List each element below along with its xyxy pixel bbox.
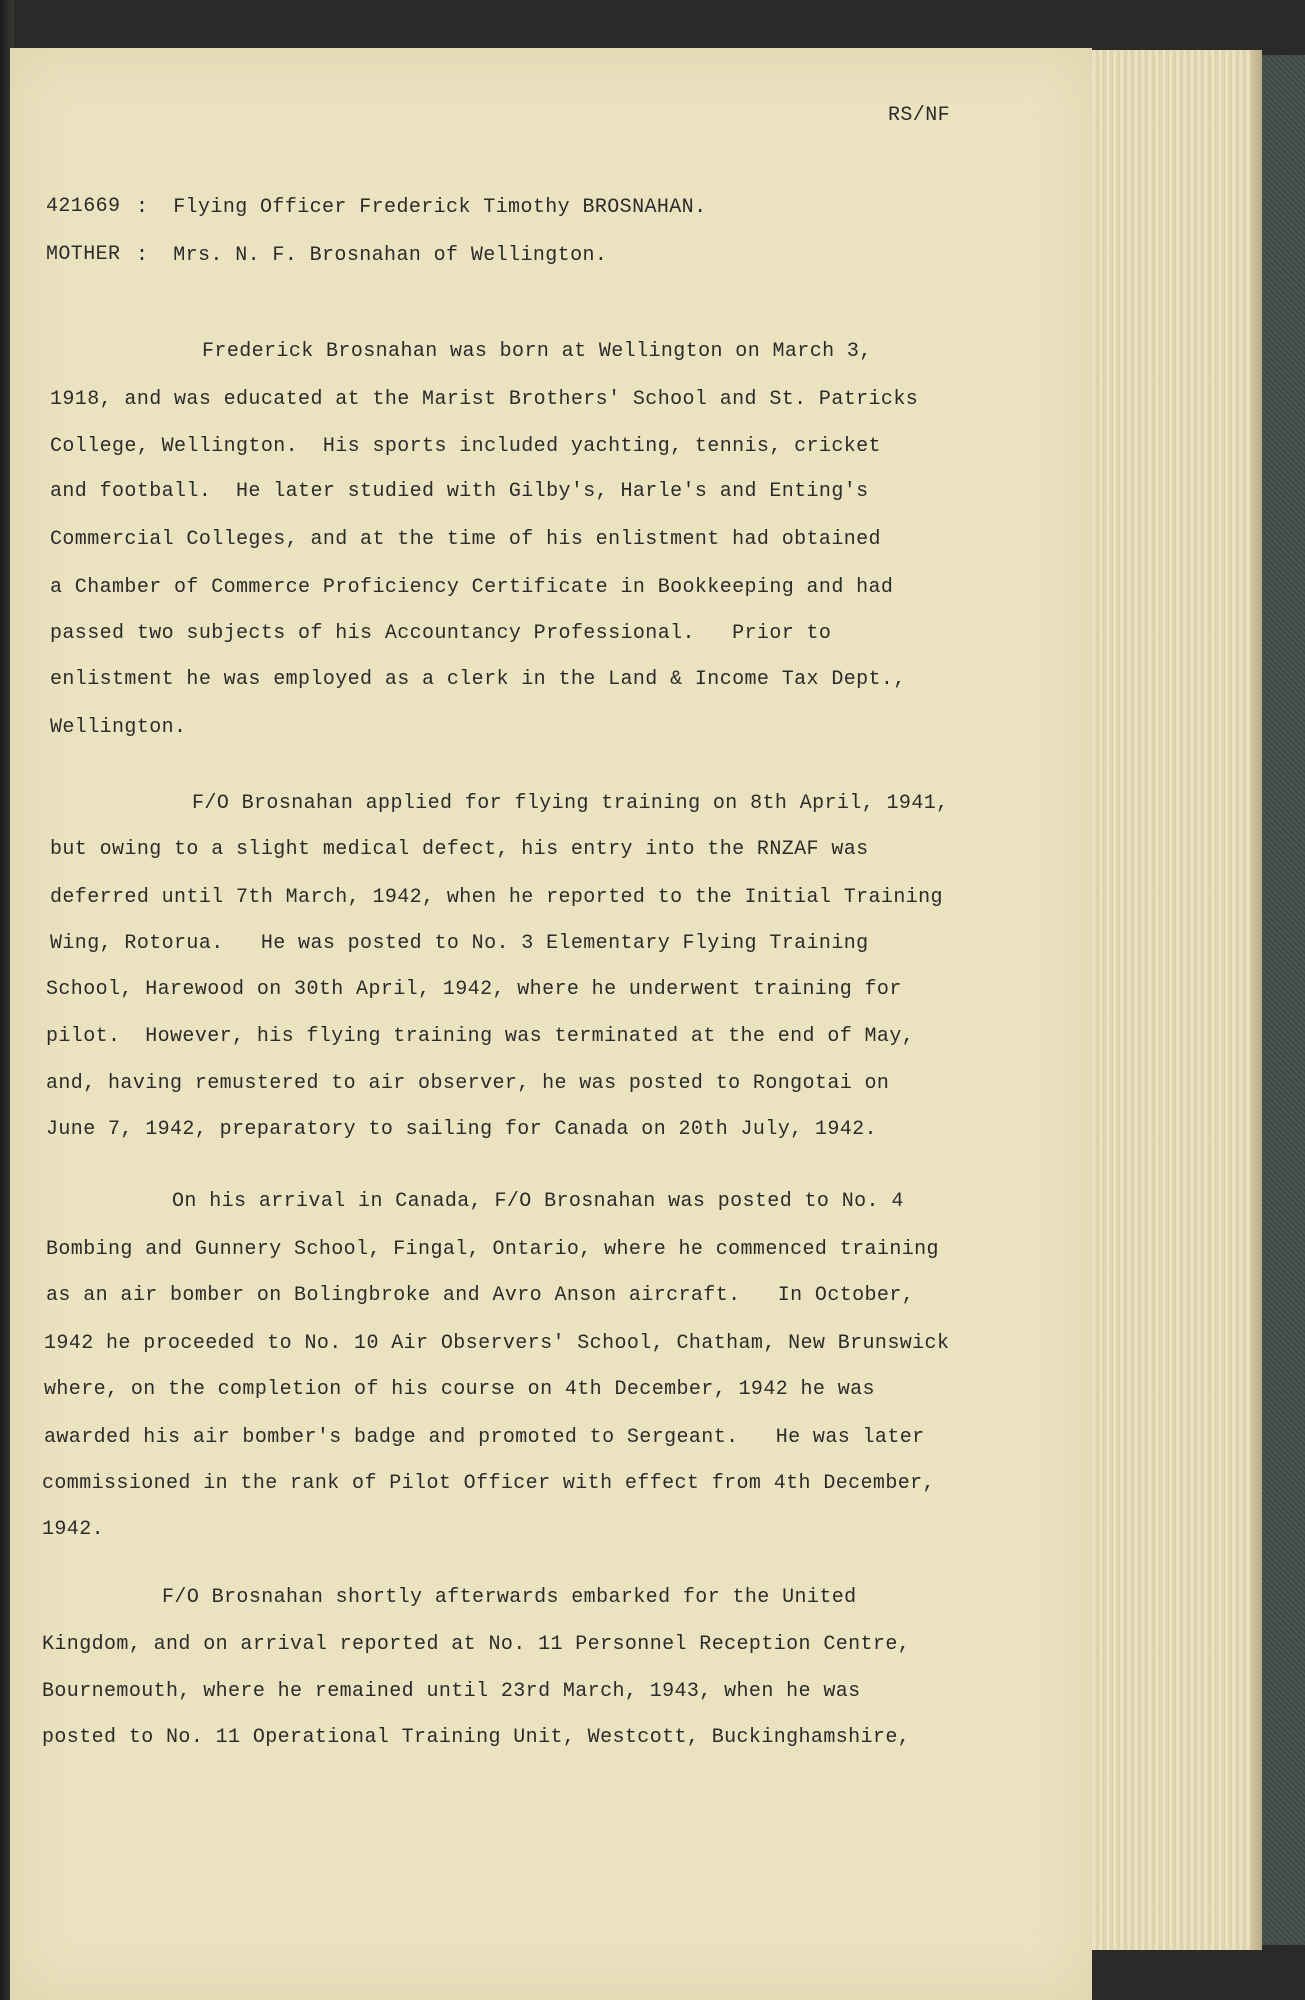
body-line: Kingdom, and on arrival reported at No. 11 Personnel Reception Centre, — [42, 1633, 911, 1656]
book-page-edges — [1092, 50, 1262, 1950]
body-line: passed two subjects of his Accountancy Professional. Prior to — [50, 622, 832, 645]
body-line: 1942. — [42, 1518, 105, 1541]
mother-label: MOTHER — [46, 243, 121, 266]
body-line: commissioned in the rank of Pilot Officer with effect from 4th December, — [42, 1472, 935, 1495]
body-line: enlistment he was employed as a clerk in the Land & Income Tax Dept., — [50, 668, 906, 691]
book-cover — [1262, 55, 1305, 1945]
body-line: F/O Brosnahan applied for flying training on 8th April, 1941, — [130, 792, 949, 815]
body-line: a Chamber of Commerce Proficiency Certificate in Bookkeeping and had — [50, 576, 894, 599]
body-line: and football. He later studied with Gilby's, Harle's and Enting's — [50, 480, 869, 503]
body-line: On his arrival in Canada, F/O Brosnahan was posted to No. 4 — [110, 1190, 904, 1213]
body-line: School, Harewood on 30th April, 1942, where he underwent training for — [46, 978, 902, 1001]
body-line: Wing, Rotorua. He was posted to No. 3 Elementary Flying Training — [50, 932, 869, 955]
body-line: Wellington. — [50, 716, 187, 739]
body-line: but owing to a slight medical defect, his entry into the RNZAF was — [50, 838, 869, 861]
body-line: Commercial Colleges, and at the time of his enlistment had obtained — [50, 528, 881, 551]
body-line: F/O Brosnahan shortly afterwards embarked for the United — [100, 1586, 857, 1609]
body-line: Bournemouth, where he remained until 23rd March, 1943, when he was — [42, 1680, 861, 1703]
body-line: posted to No. 11 Operational Training Unit, Westcott, Buckinghamshire, — [42, 1726, 911, 1749]
body-line: and, having remustered to air observer, he was posted to Rongotai on — [46, 1072, 890, 1095]
body-line: as an air bomber on Bolingbroke and Avro Anson aircraft. In October, — [46, 1284, 915, 1307]
service-number: 421669 — [46, 195, 121, 218]
header-reference: RS/NF — [888, 104, 951, 127]
body-line: Bombing and Gunnery School, Fingal, Ontario, where he commenced training — [46, 1238, 939, 1261]
body-line: pilot. However, his flying training was terminated at the end of May, — [46, 1025, 915, 1048]
body-line: where, on the completion of his course on 4th December, 1942 he was — [44, 1378, 875, 1401]
service-name: : Flying Officer Frederick Timothy BROSNAHAN. — [136, 196, 707, 219]
body-line: 1942 he proceeded to No. 10 Air Observers' School, Chatham, New Brunswick — [44, 1332, 950, 1355]
body-line: Frederick Brosnahan was born at Wellington on March 3, — [140, 340, 872, 363]
body-line: 1918, and was educated at the Marist Brothers' School and St. Patricks — [50, 388, 919, 411]
body-line: College, Wellington. His sports included yachting, tennis, cricket — [50, 435, 881, 458]
body-line: June 7, 1942, preparatory to sailing for Canada on 20th July, 1942. — [46, 1118, 877, 1141]
body-line: awarded his air bomber's badge and promoted to Sergeant. He was later — [44, 1426, 925, 1449]
body-line: deferred until 7th March, 1942, when he reported to the Initial Training — [50, 886, 943, 909]
mother-name: : Mrs. N. F. Brosnahan of Wellington. — [136, 244, 608, 267]
